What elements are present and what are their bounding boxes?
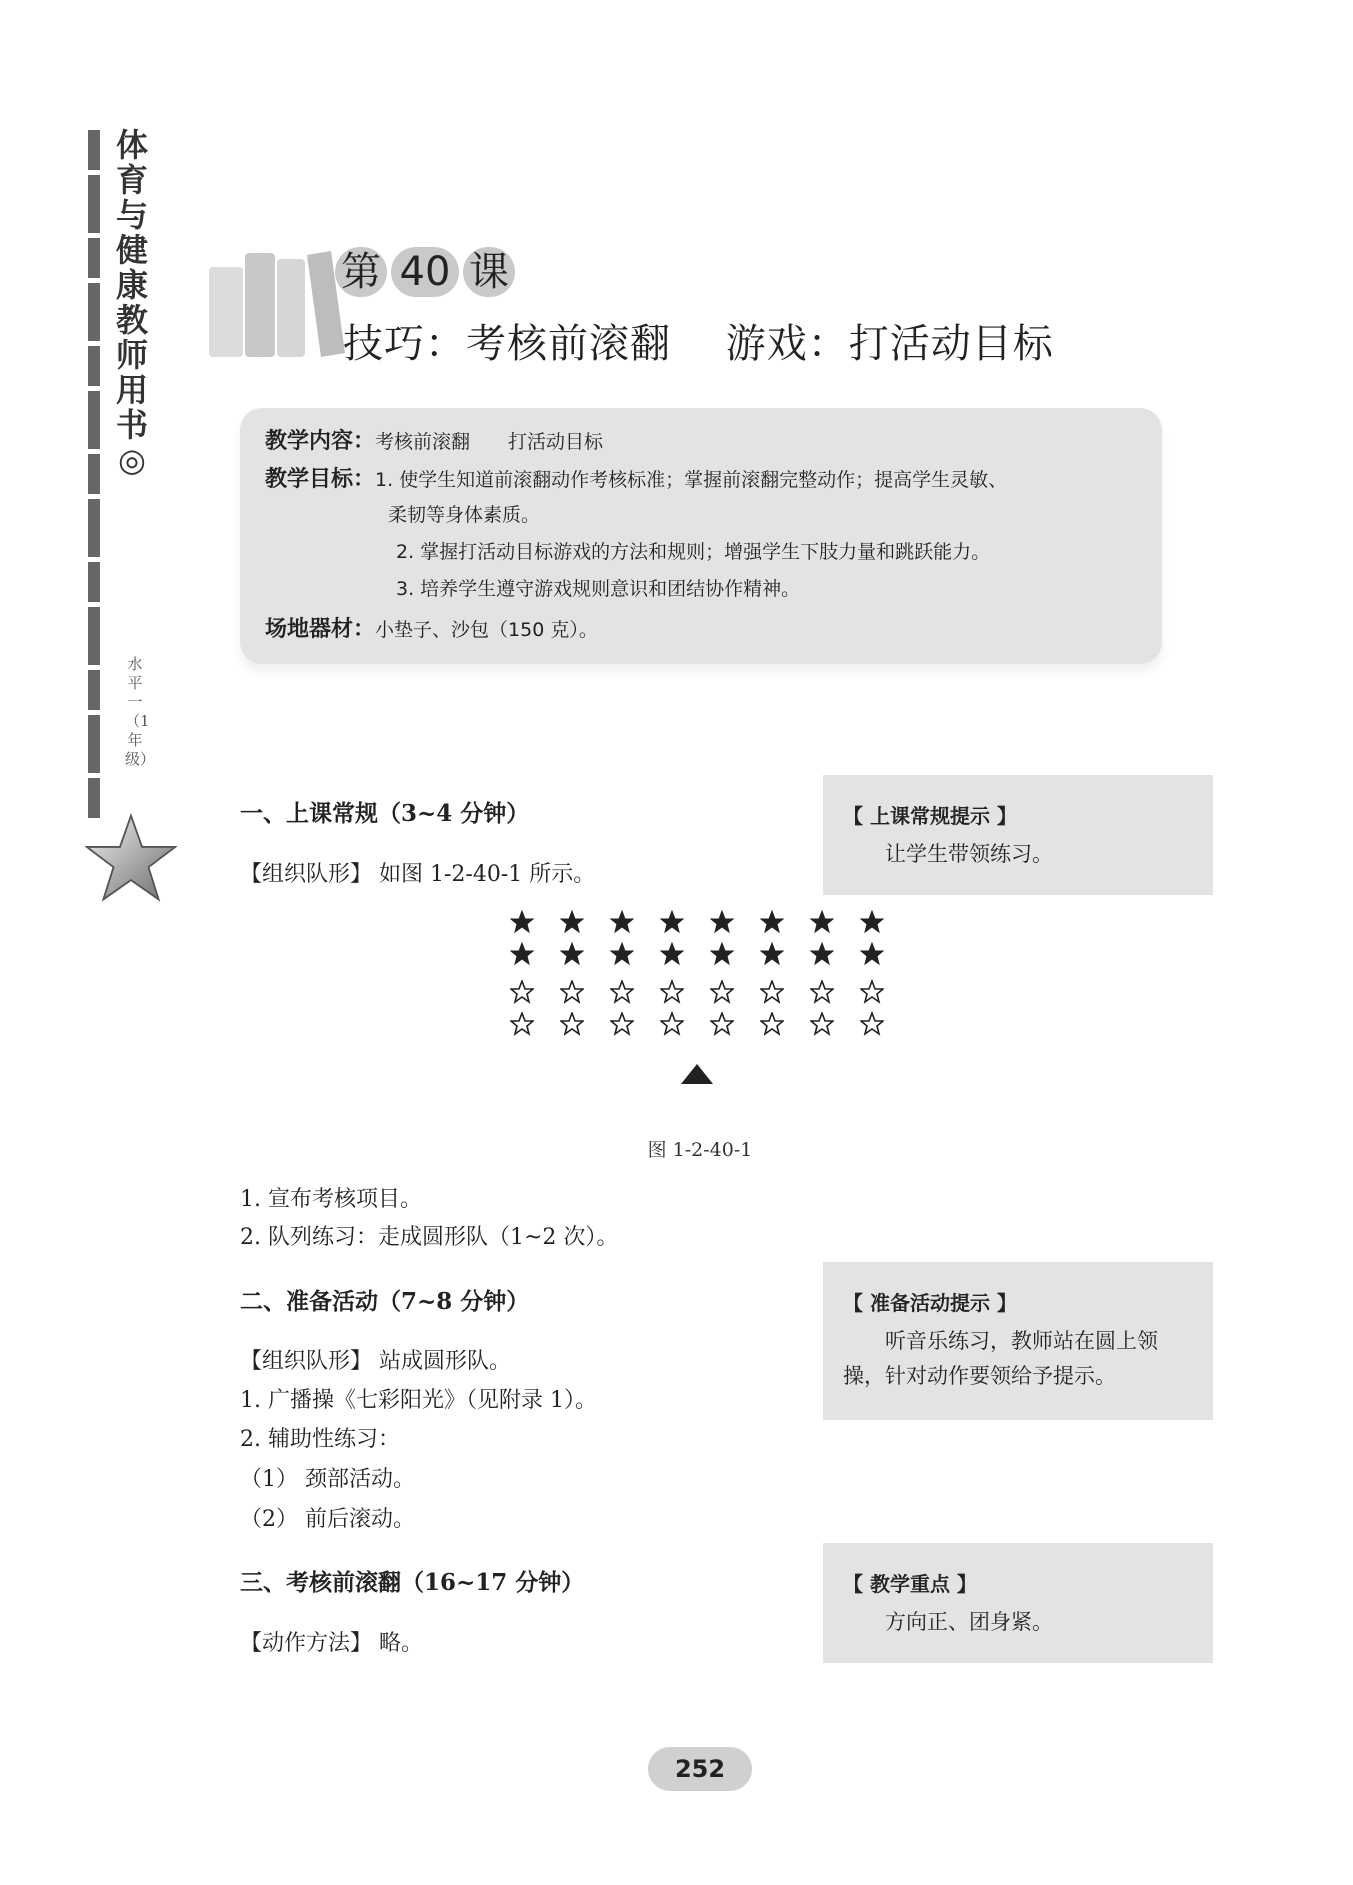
student-star-outline xyxy=(760,980,784,1004)
lesson-suffix: 课 xyxy=(463,247,515,297)
goal-1-line-1: 1. 使学生知道前滚翻动作考核标准；掌握前滚翻完整动作；提高学生灵敏、 xyxy=(375,469,1008,491)
student-star-filled xyxy=(660,942,684,966)
student-star-outline xyxy=(660,1012,684,1036)
content-value: 考核前滚翻 打活动目标 xyxy=(375,431,604,453)
student-star-filled xyxy=(810,910,834,934)
tip-box-key-point xyxy=(823,1543,1213,1663)
student-star-filled xyxy=(860,942,884,966)
tip-box-warmup xyxy=(823,1262,1213,1420)
tip-box-routine xyxy=(823,775,1213,895)
section-2-item-1: 1. 广播操《七彩阳光》（见附录 1）。 xyxy=(240,1388,597,1413)
equipment-value: 小垫子、沙包（150 克）。 xyxy=(375,619,598,641)
section-1-heading: 一、上课常规（3~4 分钟） xyxy=(240,800,530,827)
student-star-outline xyxy=(610,980,634,1004)
equipment-label: 场地器材： xyxy=(265,617,376,642)
student-star-filled xyxy=(710,942,734,966)
student-star-filled xyxy=(760,942,784,966)
student-star-outline xyxy=(510,980,534,1004)
tip-body: 方向正、团身紧。 xyxy=(885,1610,1053,1634)
lesson-number: 40 xyxy=(391,247,459,297)
student-star-outline xyxy=(710,980,734,1004)
student-star-outline xyxy=(660,980,684,1004)
section-2-item-4: （2） 前后滚动。 xyxy=(240,1507,415,1532)
figure-caption: 图 1-2-40-1 xyxy=(647,1139,753,1161)
student-star-filled xyxy=(510,942,534,966)
student-star-outline xyxy=(860,980,884,1004)
student-star-outline xyxy=(560,980,584,1004)
student-star-outline xyxy=(860,1012,884,1036)
student-star-outline xyxy=(710,1012,734,1036)
student-star-filled xyxy=(560,942,584,966)
student-star-outline xyxy=(760,1012,784,1036)
student-star-outline xyxy=(560,1012,584,1036)
section-1-item-1: 1. 宣布考核项目。 xyxy=(240,1187,422,1212)
section-3-method: 【动作方法】 略。 xyxy=(240,1631,423,1656)
student-star-filled xyxy=(760,910,784,934)
book-title-vertical: 体育与健康教师用书◎ xyxy=(115,126,148,479)
student-star-outline xyxy=(810,1012,834,1036)
lesson-prefix: 第 xyxy=(335,247,387,297)
goal-1-line-2: 柔韧等身体素质。 xyxy=(388,504,541,526)
section-3-heading: 三、考核前滚翻（16~17 分钟） xyxy=(240,1569,585,1596)
lesson-info-box xyxy=(240,408,1162,664)
section-1-item-2: 2. 队列练习：走成圆形队（1~2 次）。 xyxy=(240,1225,619,1250)
student-star-filled xyxy=(810,942,834,966)
section-2-heading: 二、准备活动（7~8 分钟） xyxy=(240,1288,530,1315)
student-star-filled xyxy=(610,910,634,934)
page-number: 252 xyxy=(648,1747,752,1791)
student-star-filled xyxy=(560,910,584,934)
section-2-formation: 【组织队形】 站成圆形队。 xyxy=(240,1349,511,1374)
student-star-outline xyxy=(610,1012,634,1036)
student-star-outline xyxy=(810,980,834,1004)
sidebar-stripe xyxy=(88,130,100,800)
goal-2: 2. 掌握打活动目标游戏的方法和规则；增强学生下肢力量和跳跃能力。 xyxy=(396,541,991,563)
level-label-vertical: 水平一（1年级） xyxy=(125,655,156,768)
tip-body: 听音乐练习，教师站在圆上领操，针对动作要领给予提示。 xyxy=(843,1329,1158,1388)
student-star-filled xyxy=(710,910,734,934)
student-star-filled xyxy=(510,910,534,934)
goals-label: 教学目标： xyxy=(265,467,376,492)
tip-body: 让学生带领练习。 xyxy=(885,842,1053,866)
student-star-outline xyxy=(510,1012,534,1036)
tip-title: 【 准备活动提示 】 xyxy=(843,1291,1017,1315)
teacher-triangle-icon xyxy=(679,1062,715,1086)
student-star-filled xyxy=(860,910,884,934)
tip-title: 【 教学重点 】 xyxy=(843,1572,977,1596)
star-icon xyxy=(85,812,177,904)
goal-3: 3. 培养学生遵守游戏规则意识和团结协作精神。 xyxy=(396,578,801,600)
content-label: 教学内容： xyxy=(265,429,376,454)
section-1-formation: 【组织队形】 如图 1-2-40-1 所示。 xyxy=(240,862,596,887)
lesson-title: 技巧：考核前滚翻 游戏：打活动目标 xyxy=(343,321,1054,367)
student-star-filled xyxy=(660,910,684,934)
section-2-item-3: （1） 颈部活动。 xyxy=(240,1467,415,1492)
books-icon xyxy=(205,245,345,360)
tip-title: 【 上课常规提示 】 xyxy=(843,804,1017,828)
section-2-item-2: 2. 辅助性练习： xyxy=(240,1427,400,1452)
student-star-filled xyxy=(610,942,634,966)
